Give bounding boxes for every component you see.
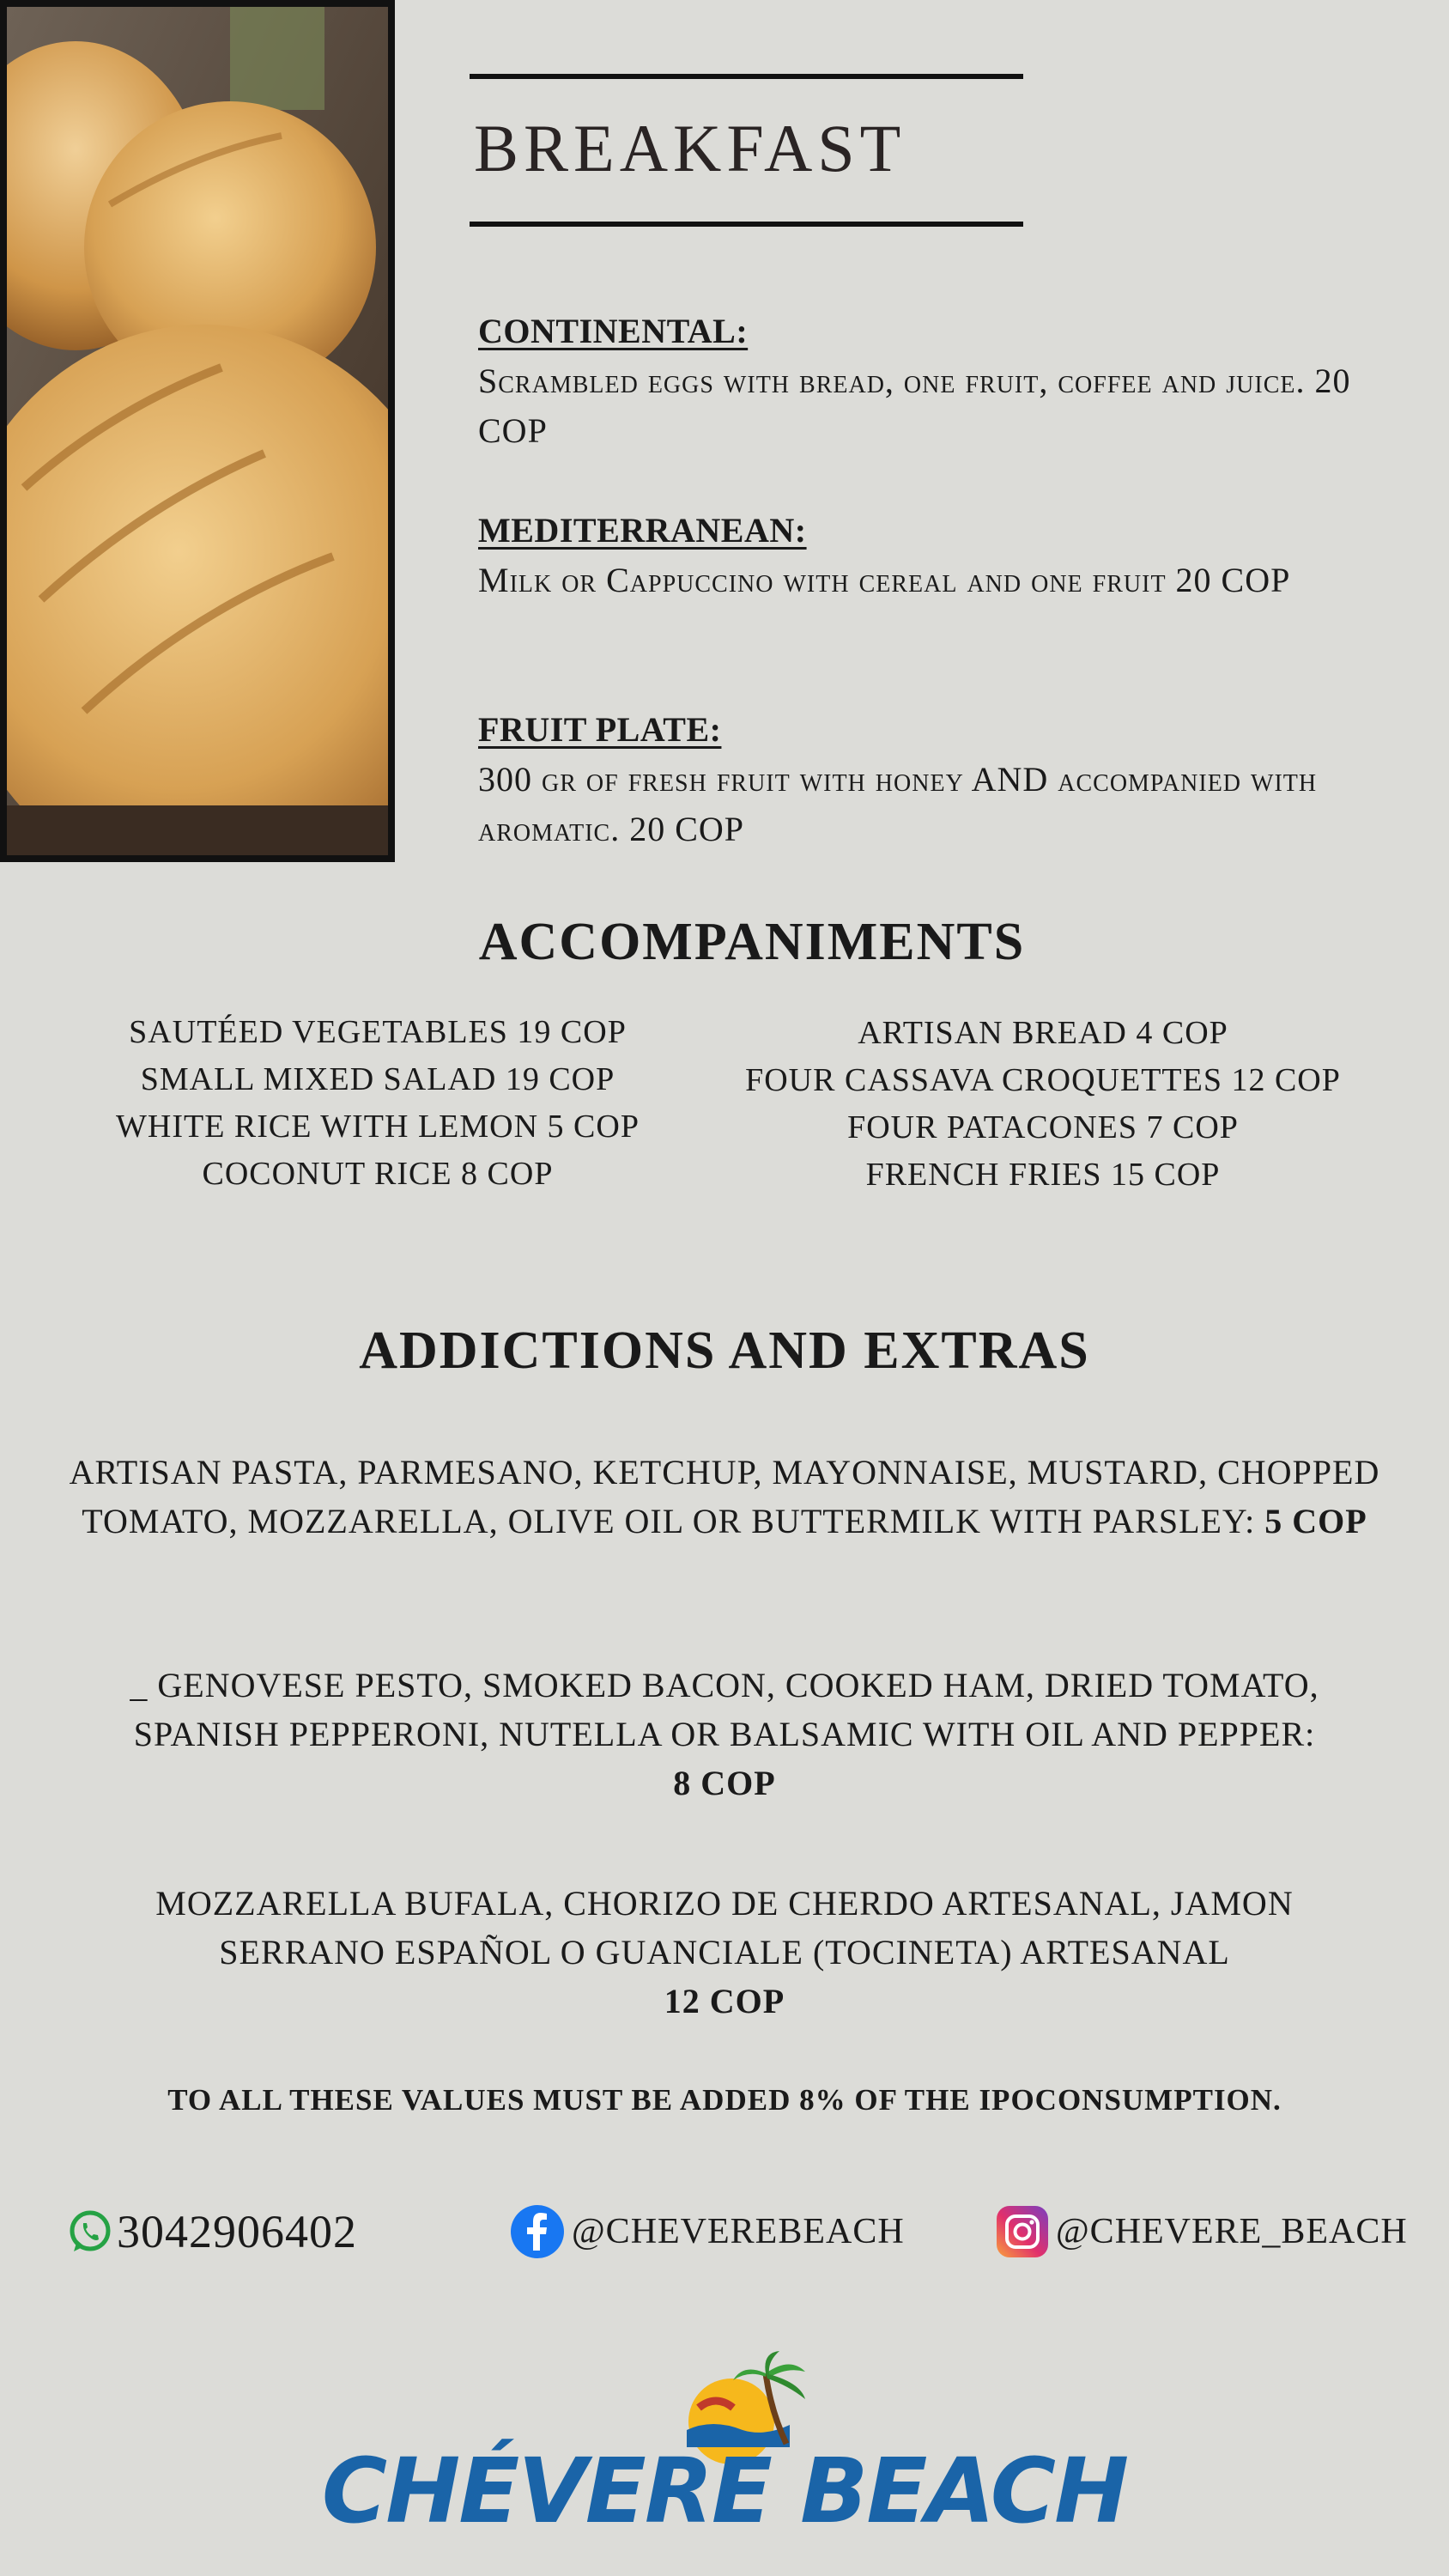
logo-wordmark: CHÉVERE BEACH	[321, 2439, 1128, 2543]
breakfast-item-fruit-plate	[478, 709, 1371, 854]
list-item: FOUR PATACONES 7 COP	[847, 1109, 1239, 1145]
breakfast-item-mediterranean	[478, 510, 1371, 605]
item-description: 300 gr of fresh fruit with honey AND accompanied with aromatic. 20 COP	[478, 760, 1318, 848]
accompaniments-left-column	[52, 1009, 704, 1198]
title-rule-top	[470, 74, 1023, 79]
item-name: FRUIT PLATE:	[478, 710, 722, 749]
extras-group-3	[69, 1879, 1380, 2026]
accompaniments-right-column	[712, 1010, 1373, 1199]
extras-group-2	[69, 1661, 1380, 1807]
contact-facebook[interactable]	[510, 2203, 905, 2260]
contact-instagram[interactable]	[996, 2203, 1408, 2260]
extras-price: 12 COP	[664, 1982, 785, 2020]
list-item: FOUR CASSAVA CROQUETTES 12 COP	[745, 1062, 1341, 1098]
instagram-handle: @CHEVERE_BEACH	[1056, 2212, 1408, 2251]
list-item: COCONUT RICE 8 COP	[202, 1156, 554, 1192]
facebook-icon	[510, 2204, 565, 2259]
contact-phone[interactable]	[67, 2203, 357, 2260]
list-item: ARTISAN BREAD 4 COP	[858, 1015, 1228, 1051]
phone-number: 3042906402	[117, 2206, 357, 2257]
item-name: MEDITERRANEAN:	[478, 511, 807, 550]
title-rule-bottom	[470, 222, 1023, 227]
extras-text: ARTISAN PASTA, PARMESANO, KETCHUP, MAYONNAISE, MUSTARD, CHOPPED TOMATO, MOZZARELLA, OLIVE OIL OR BUTTERMILK WITH PARSLEY:	[69, 1453, 1380, 1540]
extras-price: 5 COP	[1264, 1502, 1367, 1540]
list-item: FRENCH FRIES 15 COP	[865, 1157, 1221, 1193]
list-item: SAUTÉED VEGETABLES 19 COP	[129, 1014, 627, 1050]
accompaniments-title: ACCOMPANIMENTS	[478, 913, 1026, 971]
tax-notice: TO ALL THESE VALUES MUST BE ADDED 8% OF THE IPOCONSUMPTION.	[167, 2083, 1282, 2117]
item-description: Milk or Cappuccino with cereal and one fruit 20 COP	[478, 561, 1291, 599]
whatsapp-icon	[67, 2208, 113, 2255]
item-name: CONTINENTAL:	[478, 312, 749, 350]
list-item: WHITE RICE WITH LEMON 5 COP	[116, 1109, 640, 1145]
facebook-handle: @CHEVEREBEACH	[572, 2212, 905, 2251]
breakfast-title: BREAKFAST	[474, 111, 906, 185]
breakfast-item-continental	[478, 311, 1371, 456]
bread-photo	[0, 0, 395, 862]
extras-text: MOZZARELLA BUFALA, CHORIZO DE CHERDO ARTESANAL, JAMON SERRANO ESPAÑOL O GUANCIALE (TOCINETA) ARTESANAL	[155, 1884, 1294, 1971]
extras-title: ADDICTIONS AND EXTRAS	[359, 1321, 1090, 1380]
instagram-icon	[996, 2205, 1049, 2258]
list-item: SMALL MIXED SALAD 19 COP	[140, 1061, 615, 1097]
extras-text: _ GENOVESE PESTO, SMOKED BACON, COOKED HAM, DRIED TOMATO, SPANISH PEPPERONI, NUTELLA OR BALSAMIC WITH OIL AND PEPPER:	[130, 1666, 1319, 1753]
extras-group-1	[69, 1448, 1380, 1546]
extras-price: 8 COP	[673, 1764, 776, 1802]
item-description: Scrambled eggs with bread, one fruit, coffee and juice. 20 COP	[478, 361, 1351, 450]
